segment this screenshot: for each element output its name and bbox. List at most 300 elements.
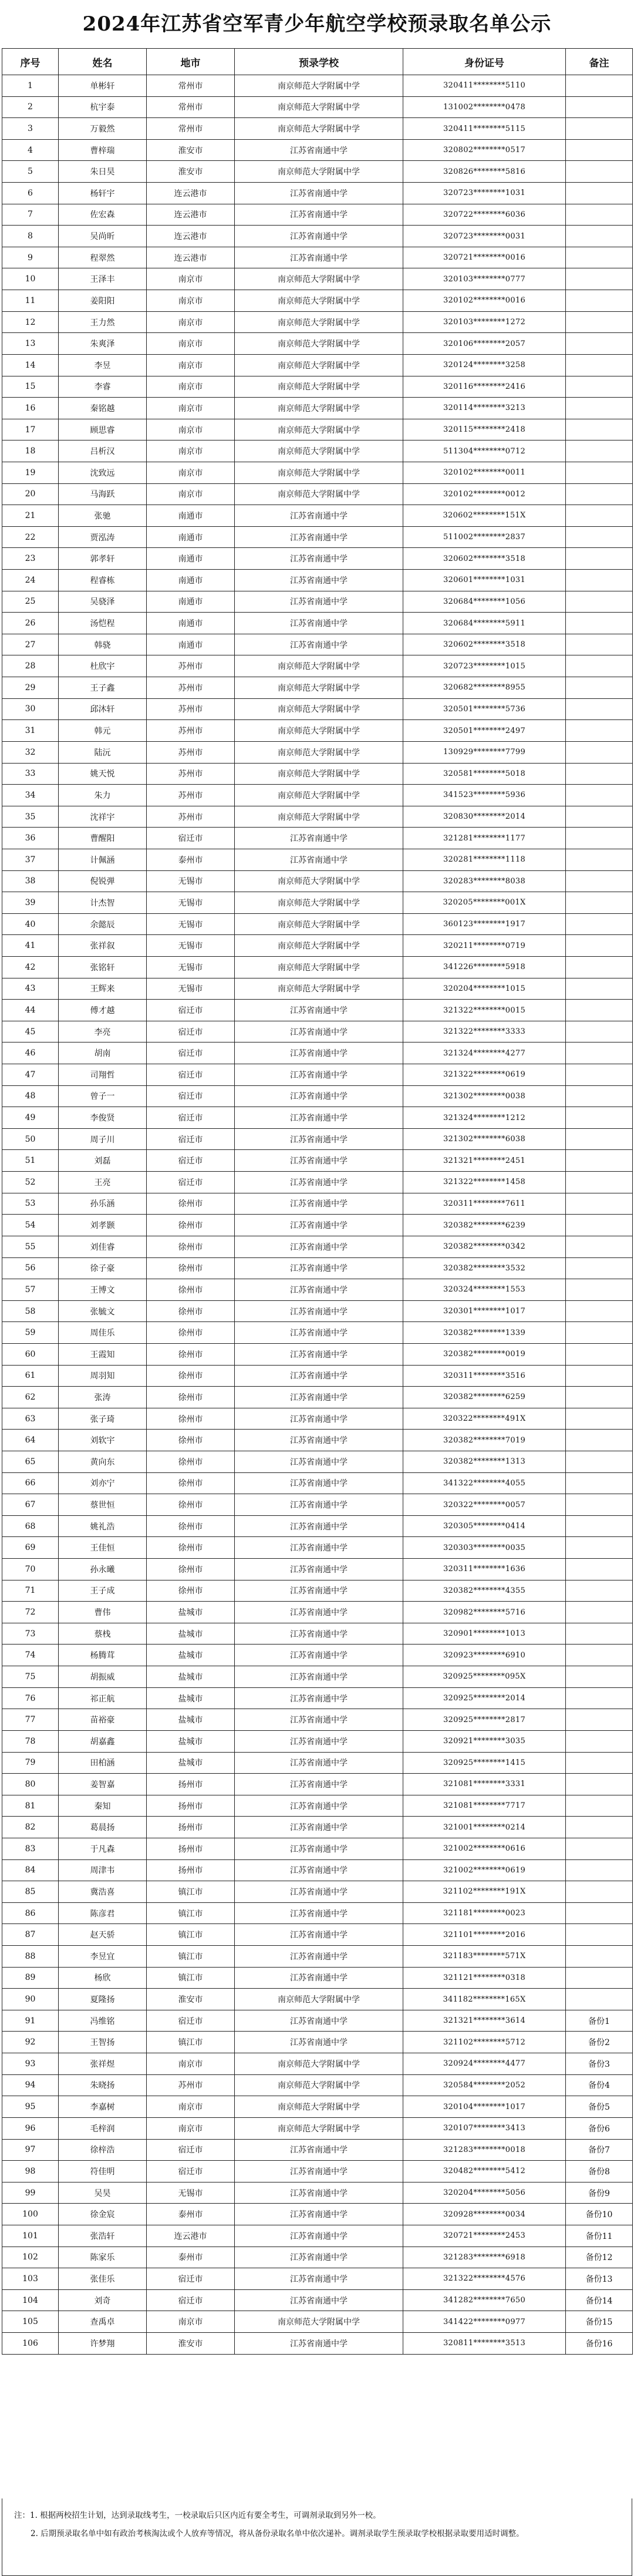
- cell-id-number: 320923********6910: [403, 1645, 566, 1666]
- table-row: [2, 1430, 633, 1451]
- cell-id-number: 360123********1917: [403, 913, 566, 935]
- column-header-city: 地市: [147, 49, 235, 75]
- table-row: [2, 483, 633, 505]
- cell-name: 张涛: [59, 1387, 147, 1408]
- cell-school: 南京师范大学附属中学: [235, 698, 403, 720]
- cell-id-number: 320114********3213: [403, 398, 566, 419]
- cell-id-number: 320602********3518: [403, 548, 566, 570]
- cell-id-number: 321102********5712: [403, 2032, 566, 2053]
- cell-id-number: 320107********3413: [403, 2117, 566, 2139]
- cell-city: 南京市: [147, 311, 235, 333]
- cell-name: 吕析汉: [59, 440, 147, 462]
- cell-id-number: 320382********1313: [403, 1451, 566, 1473]
- cell-remark: [566, 398, 633, 419]
- table-row: [2, 978, 633, 1000]
- notes-section: [2, 2498, 632, 2576]
- cell-id-number: 321322********3333: [403, 1021, 566, 1042]
- cell-id-number: 321322********1458: [403, 1172, 566, 1193]
- cell-school: 江苏省南通中学: [235, 1881, 403, 1903]
- cell-index: 65: [2, 1451, 59, 1473]
- cell-school: 南京师范大学附属中学: [235, 311, 403, 333]
- cell-school: 南京师范大学附属中学: [235, 655, 403, 677]
- cell-city: 宿迁市: [147, 1021, 235, 1042]
- cell-remark: [566, 440, 633, 462]
- table-row: [2, 2225, 633, 2247]
- cell-city: 宿迁市: [147, 2010, 235, 2032]
- cell-city: 宿迁市: [147, 828, 235, 849]
- cell-city: 徐州市: [147, 1365, 235, 1387]
- cell-school: 江苏省南通中学: [235, 1902, 403, 1924]
- cell-city: 连云港市: [147, 226, 235, 247]
- cell-school: 江苏省南通中学: [235, 226, 403, 247]
- table-row: [2, 913, 633, 935]
- cell-city: 徐州市: [147, 1215, 235, 1236]
- cell-id-number: 320925********095X: [403, 1666, 566, 1688]
- cell-city: 南通市: [147, 526, 235, 548]
- table-row: [2, 75, 633, 97]
- cell-school: 江苏省南通中学: [235, 1494, 403, 1516]
- cell-city: 苏州市: [147, 698, 235, 720]
- cell-id-number: 321181********0023: [403, 1902, 566, 1924]
- cell-name: 汤恺程: [59, 613, 147, 634]
- cell-remark: [566, 1387, 633, 1408]
- cell-name: 张祥煜: [59, 2053, 147, 2075]
- notes-line-1: [14, 2507, 623, 2525]
- cell-name: 余懿辰: [59, 913, 147, 935]
- cell-school: 江苏省南通中学: [235, 1300, 403, 1322]
- cell-remark: 备份4: [566, 2074, 633, 2096]
- cell-remark: [566, 1537, 633, 1559]
- cell-school: 南京师范大学附属中学: [235, 2096, 403, 2118]
- cell-name: 张佳乐: [59, 2268, 147, 2290]
- cell-remark: [566, 204, 633, 226]
- cell-city: 淮安市: [147, 161, 235, 183]
- cell-remark: [566, 956, 633, 978]
- cell-id-number: 320305********0414: [403, 1515, 566, 1537]
- cell-remark: [566, 526, 633, 548]
- table-row: [2, 1257, 633, 1279]
- cell-city: 淮安市: [147, 1989, 235, 2010]
- cell-school: 南京师范大学附属中学: [235, 419, 403, 440]
- table-row: [2, 1559, 633, 1580]
- cell-id-number: 320102********0016: [403, 290, 566, 312]
- cell-index: 48: [2, 1085, 59, 1107]
- cell-index: 6: [2, 183, 59, 204]
- cell-city: 徐州市: [147, 1236, 235, 1257]
- cell-remark: [566, 1881, 633, 1903]
- cell-remark: [566, 333, 633, 355]
- cell-index: 11: [2, 290, 59, 312]
- cell-remark: [566, 763, 633, 785]
- cell-id-number: 320382********1339: [403, 1322, 566, 1344]
- cell-remark: [566, 75, 633, 97]
- cell-remark: [566, 1946, 633, 1968]
- cell-city: 南京市: [147, 462, 235, 483]
- cell-id-number: 320124********3258: [403, 354, 566, 376]
- cell-city: 镇江市: [147, 2032, 235, 2053]
- table-row: [2, 2139, 633, 2161]
- cell-index: 82: [2, 1817, 59, 1838]
- cell-school: 江苏省南通中学: [235, 505, 403, 527]
- table-row: [2, 570, 633, 591]
- cell-name: 毛梓润: [59, 2117, 147, 2139]
- cell-name: 陈彦君: [59, 1902, 147, 1924]
- cell-city: 苏州市: [147, 2074, 235, 2096]
- cell-index: 81: [2, 1795, 59, 1817]
- cell-index: 106: [2, 2332, 59, 2354]
- cell-id-number: 320802********0517: [403, 139, 566, 161]
- cell-school: 江苏省南通中学: [235, 1085, 403, 1107]
- table-row: [2, 2161, 633, 2182]
- notes-heading: 注：: [14, 2511, 30, 2520]
- cell-id-number: 320482********5412: [403, 2161, 566, 2182]
- cell-index: 24: [2, 570, 59, 591]
- table-header-row: [2, 49, 633, 75]
- cell-city: 常州市: [147, 118, 235, 140]
- cell-remark: [566, 591, 633, 613]
- cell-remark: 备份13: [566, 2268, 633, 2290]
- cell-city: 镇江市: [147, 1967, 235, 1989]
- cell-id-number: 320581********5018: [403, 763, 566, 785]
- cell-city: 无锡市: [147, 978, 235, 1000]
- cell-city: 连云港市: [147, 204, 235, 226]
- cell-index: 67: [2, 1494, 59, 1516]
- cell-name: 蔡世恒: [59, 1494, 147, 1516]
- cell-school: 南京师范大学附属中学: [235, 376, 403, 398]
- cell-school: 江苏省南通中学: [235, 2032, 403, 2053]
- table-row: [2, 1322, 633, 1344]
- cell-name: 单彬轩: [59, 75, 147, 97]
- cell-index: 55: [2, 1236, 59, 1257]
- cell-id-number: 320411********5110: [403, 75, 566, 97]
- cell-name: 邱沐轩: [59, 698, 147, 720]
- cell-name: 孙永曦: [59, 1559, 147, 1580]
- cell-city: 连云港市: [147, 2225, 235, 2247]
- cell-school: 江苏省南通中学: [235, 1752, 403, 1774]
- cell-school: 南京师范大学附属中学: [235, 720, 403, 742]
- cell-school: 南京师范大学附属中学: [235, 333, 403, 355]
- cell-index: 99: [2, 2182, 59, 2204]
- cell-school: 江苏省南通中学: [235, 570, 403, 591]
- cell-index: 91: [2, 2010, 59, 2032]
- cell-city: 徐州市: [147, 1559, 235, 1580]
- notes-text-1: 1. 根据两校招生计划，达到录取线考生，一校录取后只区内近有要全考生，可调剂录取到另外一校。: [30, 2511, 381, 2520]
- table-row: [2, 440, 633, 462]
- table-row: [2, 741, 633, 763]
- cell-name: 刘奇: [59, 2289, 147, 2311]
- cell-index: 61: [2, 1365, 59, 1387]
- cell-city: 宿迁市: [147, 1150, 235, 1172]
- cell-remark: [566, 118, 633, 140]
- cell-index: 53: [2, 1193, 59, 1215]
- cell-index: 1: [2, 75, 59, 97]
- cell-school: 江苏省南通中学: [235, 1021, 403, 1042]
- cell-city: 无锡市: [147, 870, 235, 892]
- cell-name: 万毅然: [59, 118, 147, 140]
- cell-name: 胡振威: [59, 1666, 147, 1688]
- table-row: [2, 1472, 633, 1494]
- cell-index: 43: [2, 978, 59, 1000]
- table-row: [2, 2053, 633, 2075]
- cell-name: 张毓文: [59, 1300, 147, 1322]
- table-row: [2, 1128, 633, 1150]
- cell-name: 许梦翔: [59, 2332, 147, 2354]
- cell-city: 徐州市: [147, 1257, 235, 1279]
- cell-name: 查禹卓: [59, 2311, 147, 2333]
- cell-city: 宿迁市: [147, 2161, 235, 2182]
- cell-name: 韩骁: [59, 634, 147, 655]
- cell-remark: [566, 1451, 633, 1473]
- table-row: [2, 1494, 633, 1516]
- cell-name: 秦知: [59, 1795, 147, 1817]
- cell-school: 江苏省南通中学: [235, 1064, 403, 1086]
- cell-index: 38: [2, 870, 59, 892]
- cell-city: 南通市: [147, 613, 235, 634]
- cell-remark: [566, 1580, 633, 1602]
- cell-remark: [566, 677, 633, 699]
- table-row: [2, 376, 633, 398]
- cell-city: 徐州市: [147, 1343, 235, 1365]
- cell-index: 41: [2, 935, 59, 957]
- cell-remark: 备份2: [566, 2032, 633, 2053]
- cell-city: 徐州市: [147, 1472, 235, 1494]
- cell-school: 江苏省南通中学: [235, 1580, 403, 1602]
- cell-city: 南京市: [147, 290, 235, 312]
- cell-city: 徐州市: [147, 1494, 235, 1516]
- column-header-remark: 备注: [566, 49, 633, 75]
- cell-remark: [566, 913, 633, 935]
- cell-id-number: 321102********191X: [403, 1881, 566, 1903]
- table-row: [2, 1515, 633, 1537]
- cell-city: 徐州市: [147, 1515, 235, 1537]
- cell-remark: [566, 1602, 633, 1623]
- cell-school: 江苏省南通中学: [235, 1451, 403, 1473]
- table-row: [2, 1343, 633, 1365]
- table-row: [2, 2010, 633, 2032]
- cell-school: 南京师范大学附属中学: [235, 462, 403, 483]
- cell-id-number: 320103********1272: [403, 311, 566, 333]
- cell-school: 江苏省南通中学: [235, 1730, 403, 1752]
- cell-school: 南京师范大学附属中学: [235, 870, 403, 892]
- table-row: [2, 2074, 633, 2096]
- cell-remark: 备份5: [566, 2096, 633, 2118]
- cell-city: 南通市: [147, 634, 235, 655]
- cell-id-number: 320901********1013: [403, 1623, 566, 1645]
- cell-remark: [566, 1472, 633, 1494]
- table-body: [2, 75, 633, 2355]
- cell-school: 江苏省南通中学: [235, 526, 403, 548]
- cell-remark: 备份9: [566, 2182, 633, 2204]
- cell-index: 70: [2, 1559, 59, 1580]
- table-row: [2, 354, 633, 376]
- cell-id-number: 320204********1015: [403, 978, 566, 1000]
- cell-name: 李俊贤: [59, 1107, 147, 1129]
- table-row: [2, 1967, 633, 1989]
- cell-id-number: 341226********5918: [403, 956, 566, 978]
- cell-index: 66: [2, 1472, 59, 1494]
- cell-remark: [566, 1559, 633, 1580]
- table-row: [2, 1236, 633, 1257]
- admission-table: [2, 48, 633, 2355]
- cell-id-number: 320723********1031: [403, 183, 566, 204]
- cell-school: 江苏省南通中学: [235, 1322, 403, 1344]
- cell-id-number: 320601********1031: [403, 570, 566, 591]
- cell-school: 江苏省南通中学: [235, 1172, 403, 1193]
- cell-city: 盐城市: [147, 1752, 235, 1774]
- table-row: [2, 1085, 633, 1107]
- cell-city: 徐州市: [147, 1387, 235, 1408]
- cell-remark: 备份3: [566, 2053, 633, 2075]
- cell-school: 江苏省南通中学: [235, 1838, 403, 1859]
- cell-remark: [566, 741, 633, 763]
- cell-remark: [566, 1730, 633, 1752]
- cell-name: 傅才越: [59, 1000, 147, 1021]
- cell-school: 南京师范大学附属中学: [235, 741, 403, 763]
- cell-name: 周羽知: [59, 1365, 147, 1387]
- cell-name: 姚天悦: [59, 763, 147, 785]
- cell-name: 周佳乐: [59, 1322, 147, 1344]
- cell-name: 李嘉树: [59, 2096, 147, 2118]
- cell-id-number: 320116********2416: [403, 376, 566, 398]
- cell-school: 南京师范大学附属中学: [235, 2053, 403, 2075]
- cell-school: 江苏省南通中学: [235, 1107, 403, 1129]
- cell-index: 51: [2, 1150, 59, 1172]
- table-row: [2, 2332, 633, 2354]
- cell-index: 76: [2, 1687, 59, 1709]
- table-row: [2, 226, 633, 247]
- cell-index: 62: [2, 1387, 59, 1408]
- cell-remark: [566, 1128, 633, 1150]
- cell-city: 淮安市: [147, 2332, 235, 2354]
- table-row: [2, 828, 633, 849]
- cell-city: 常州市: [147, 96, 235, 118]
- cell-remark: [566, 634, 633, 655]
- cell-school: 江苏省南通中学: [235, 548, 403, 570]
- cell-name: 王子成: [59, 1580, 147, 1602]
- cell-id-number: 320682********8955: [403, 677, 566, 699]
- table-row: [2, 2289, 633, 2311]
- cell-id-number: 320723********1015: [403, 655, 566, 677]
- cell-id-number: 320281********1118: [403, 849, 566, 870]
- cell-city: 宿迁市: [147, 1172, 235, 1193]
- table-row: [2, 247, 633, 268]
- cell-id-number: 321183********571X: [403, 1946, 566, 1968]
- table-row: [2, 290, 633, 312]
- table-row: [2, 161, 633, 183]
- cell-city: 连云港市: [147, 247, 235, 268]
- cell-school: 南京师范大学附属中学: [235, 806, 403, 828]
- cell-remark: [566, 870, 633, 892]
- cell-name: 徐金宸: [59, 2204, 147, 2225]
- cell-remark: [566, 376, 633, 398]
- table-row: [2, 419, 633, 440]
- column-header-index: 序号: [2, 49, 59, 75]
- cell-name: 王智扬: [59, 2032, 147, 2053]
- cell-index: 105: [2, 2311, 59, 2333]
- cell-id-number: 511002********2837: [403, 526, 566, 548]
- cell-id-number: 320925********2817: [403, 1709, 566, 1731]
- table-row: [2, 1064, 633, 1086]
- cell-id-number: 320602********151X: [403, 505, 566, 527]
- cell-school: 江苏省南通中学: [235, 2182, 403, 2204]
- cell-index: 23: [2, 548, 59, 570]
- cell-index: 102: [2, 2247, 59, 2268]
- cell-remark: [566, 613, 633, 634]
- cell-index: 54: [2, 1215, 59, 1236]
- cell-school: 江苏省南通中学: [235, 1193, 403, 1215]
- cell-name: 杭宇泰: [59, 96, 147, 118]
- cell-id-number: 321302********0038: [403, 1085, 566, 1107]
- cell-name: 孙乐涵: [59, 1193, 147, 1215]
- cell-remark: [566, 1172, 633, 1193]
- cell-name: 张子琦: [59, 1408, 147, 1430]
- table-row: [2, 634, 633, 655]
- cell-index: 98: [2, 2161, 59, 2182]
- cell-id-number: 321081********3331: [403, 1774, 566, 1795]
- cell-id-number: 320103********0777: [403, 268, 566, 290]
- cell-name: 刘磊: [59, 1150, 147, 1172]
- table-row: [2, 183, 633, 204]
- table-row: [2, 2311, 633, 2333]
- table-row: [2, 1946, 633, 1968]
- cell-name: 贾泓涛: [59, 526, 147, 548]
- cell-index: 7: [2, 204, 59, 226]
- cell-id-number: 320115********2418: [403, 419, 566, 440]
- cell-name: 王泽丰: [59, 268, 147, 290]
- cell-index: 77: [2, 1709, 59, 1731]
- cell-index: 42: [2, 956, 59, 978]
- cell-city: 南通市: [147, 548, 235, 570]
- cell-id-number: 320928********0034: [403, 2204, 566, 2225]
- cell-index: 17: [2, 419, 59, 440]
- cell-index: 34: [2, 785, 59, 806]
- table-row: [2, 1924, 633, 1946]
- table-row: [2, 118, 633, 140]
- cell-school: 南京师范大学附属中学: [235, 677, 403, 699]
- cell-city: 南京市: [147, 2311, 235, 2333]
- cell-id-number: 320382********0019: [403, 1343, 566, 1365]
- cell-index: 26: [2, 613, 59, 634]
- cell-remark: [566, 1064, 633, 1086]
- cell-remark: [566, 570, 633, 591]
- cell-index: 96: [2, 2117, 59, 2139]
- cell-remark: [566, 1107, 633, 1129]
- cell-remark: [566, 1666, 633, 1688]
- cell-school: 江苏省南通中学: [235, 2289, 403, 2311]
- cell-name: 胡嘉鑫: [59, 1730, 147, 1752]
- cell-remark: [566, 183, 633, 204]
- table-row: [2, 1730, 633, 1752]
- cell-name: 程睿栋: [59, 570, 147, 591]
- cell-name: 吴昊: [59, 2182, 147, 2204]
- cell-id-number: 320204********5056: [403, 2182, 566, 2204]
- cell-school: 南京师范大学附属中学: [235, 440, 403, 462]
- cell-name: 倪锐弹: [59, 870, 147, 892]
- cell-remark: [566, 1215, 633, 1236]
- table-row: [2, 1645, 633, 1666]
- cell-city: 徐州市: [147, 1279, 235, 1301]
- cell-city: 镇江市: [147, 1924, 235, 1946]
- cell-city: 南京市: [147, 333, 235, 355]
- cell-city: 淮安市: [147, 139, 235, 161]
- cell-id-number: 320382********6259: [403, 1387, 566, 1408]
- cell-name: 王子鑫: [59, 677, 147, 699]
- cell-id-number: 341182********165X: [403, 1989, 566, 2010]
- cell-index: 9: [2, 247, 59, 268]
- cell-remark: [566, 1193, 633, 1215]
- cell-id-number: 320324********1553: [403, 1279, 566, 1301]
- cell-school: 江苏省南通中学: [235, 1472, 403, 1494]
